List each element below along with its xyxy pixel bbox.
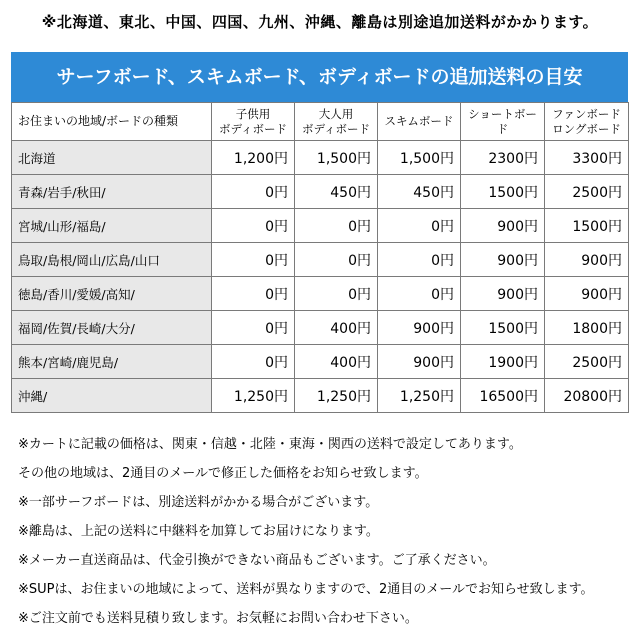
table-row bbox=[12, 243, 629, 277]
column-header bbox=[461, 103, 545, 141]
rate-cell: 0円 bbox=[378, 209, 461, 243]
rate-cell: 2300円 bbox=[461, 141, 545, 175]
rate-cell: 900円 bbox=[461, 277, 545, 311]
rate-cell: 1,250円 bbox=[212, 379, 295, 413]
rate-cell: 0円 bbox=[295, 243, 378, 277]
rate-cell: 0円 bbox=[212, 175, 295, 209]
column-header-line1: ショートボード bbox=[468, 106, 537, 136]
rate-cell: 900円 bbox=[378, 345, 461, 379]
note-line: ※カートに記載の価格は、関東・信越・北陸・東海・関西の送料で設定してあります。 bbox=[18, 437, 522, 452]
rate-cell: 20800円 bbox=[545, 379, 629, 413]
note-line: ※SUPは、お住まいの地域によって、送料が異なりますので、2通目のメールでお知らせ致します。 bbox=[18, 582, 594, 597]
rate-cell: 1800円 bbox=[545, 311, 629, 345]
table-row bbox=[12, 345, 629, 379]
column-header-line1: 子供用 bbox=[235, 106, 271, 121]
column-header-line1: 大人用 bbox=[318, 106, 354, 121]
note-line: ※一部サーフボードは、別途送料がかかる場合がございます。 bbox=[18, 495, 379, 510]
column-header-line2: ボディボード bbox=[218, 121, 288, 136]
rate-cell: 900円 bbox=[545, 277, 629, 311]
rate-cell: 900円 bbox=[461, 209, 545, 243]
note-line: その他の地域は、2通目のメールで修正した価格をお知らせ致します。 bbox=[18, 466, 428, 481]
column-header-line2: ロングボード bbox=[552, 121, 621, 136]
region-cell: 宮城/山形/福島/ bbox=[12, 209, 212, 243]
table-title: サーフボード、スキムボード、ボディボードの追加送料の目安 bbox=[11, 52, 628, 102]
column-header bbox=[545, 103, 629, 141]
rate-cell: 0円 bbox=[378, 243, 461, 277]
rate-cell: 0円 bbox=[378, 277, 461, 311]
rate-cell: 1,500円 bbox=[378, 141, 461, 175]
column-header-line1: スキムボード bbox=[384, 114, 454, 128]
rate-cell: 0円 bbox=[212, 277, 295, 311]
rate-cell: 0円 bbox=[212, 311, 295, 345]
table-row bbox=[12, 277, 629, 311]
region-cell: 青森/岩手/秋田/ bbox=[12, 175, 212, 209]
shipping-notice-headline: ※北海道、東北、中国、四国、九州、沖縄、離島は別途追加送料がかかります。 bbox=[41, 13, 599, 31]
note-line: ※離島は、上記の送料に中継料を加算してお届けになります。 bbox=[18, 524, 379, 539]
rate-cell: 1,250円 bbox=[295, 379, 378, 413]
region-cell: 熊本/宮崎/鹿児島/ bbox=[12, 345, 212, 379]
rate-cell: 3300円 bbox=[545, 141, 629, 175]
table-row bbox=[12, 141, 629, 175]
region-cell: 沖縄/ bbox=[12, 379, 212, 413]
rate-cell: 0円 bbox=[295, 209, 378, 243]
rate-cell: 2500円 bbox=[545, 345, 629, 379]
table-row bbox=[12, 209, 629, 243]
rate-cell: 900円 bbox=[545, 243, 629, 277]
column-header-line1: ファンボード bbox=[552, 106, 621, 121]
rate-cell: 16500円 bbox=[461, 379, 545, 413]
rate-cell: 0円 bbox=[212, 209, 295, 243]
shipping-rate-table bbox=[11, 102, 629, 413]
shipping-notes bbox=[18, 430, 628, 633]
region-cell: 徳島/香川/愛媛/高知/ bbox=[12, 277, 212, 311]
shipping-rate-table-frame bbox=[11, 52, 628, 424]
rate-cell: 0円 bbox=[295, 277, 378, 311]
region-cell: 北海道 bbox=[12, 141, 212, 175]
rate-cell: 900円 bbox=[378, 311, 461, 345]
column-header-line2: ボディボード bbox=[301, 121, 371, 136]
rate-cell: 1,200円 bbox=[212, 141, 295, 175]
table-row bbox=[12, 175, 629, 209]
table-header-row bbox=[12, 103, 629, 141]
table-row bbox=[12, 379, 629, 413]
rate-cell: 2500円 bbox=[545, 175, 629, 209]
column-header bbox=[378, 103, 461, 141]
rate-cell: 0円 bbox=[212, 345, 295, 379]
rate-cell: 900円 bbox=[461, 243, 545, 277]
rate-cell: 1,500円 bbox=[295, 141, 378, 175]
rate-cell: 1500円 bbox=[461, 175, 545, 209]
rate-cell: 1500円 bbox=[461, 311, 545, 345]
region-cell: 福岡/佐賀/長崎/大分/ bbox=[12, 311, 212, 345]
rate-cell: 0円 bbox=[212, 243, 295, 277]
region-cell: 鳥取/島根/岡山/広島/山口 bbox=[12, 243, 212, 277]
rate-cell: 1500円 bbox=[545, 209, 629, 243]
corner-label: お住まいの地域/ボードの種類 bbox=[12, 103, 212, 141]
table-row bbox=[12, 311, 629, 345]
rate-cell: 450円 bbox=[295, 175, 378, 209]
column-header bbox=[295, 103, 378, 141]
rate-cell: 1900円 bbox=[461, 345, 545, 379]
rate-cell: 450円 bbox=[378, 175, 461, 209]
rate-cell: 400円 bbox=[295, 311, 378, 345]
rate-cell: 1,250円 bbox=[378, 379, 461, 413]
note-line: ※メーカー直送商品は、代金引換ができない商品もございます。ご了承ください。 bbox=[18, 553, 496, 568]
note-line: ※ご注文前でも送料見積り致します。お気軽にお問い合わせ下さい。 bbox=[18, 611, 418, 626]
rate-cell: 400円 bbox=[295, 345, 378, 379]
column-header bbox=[212, 103, 295, 141]
